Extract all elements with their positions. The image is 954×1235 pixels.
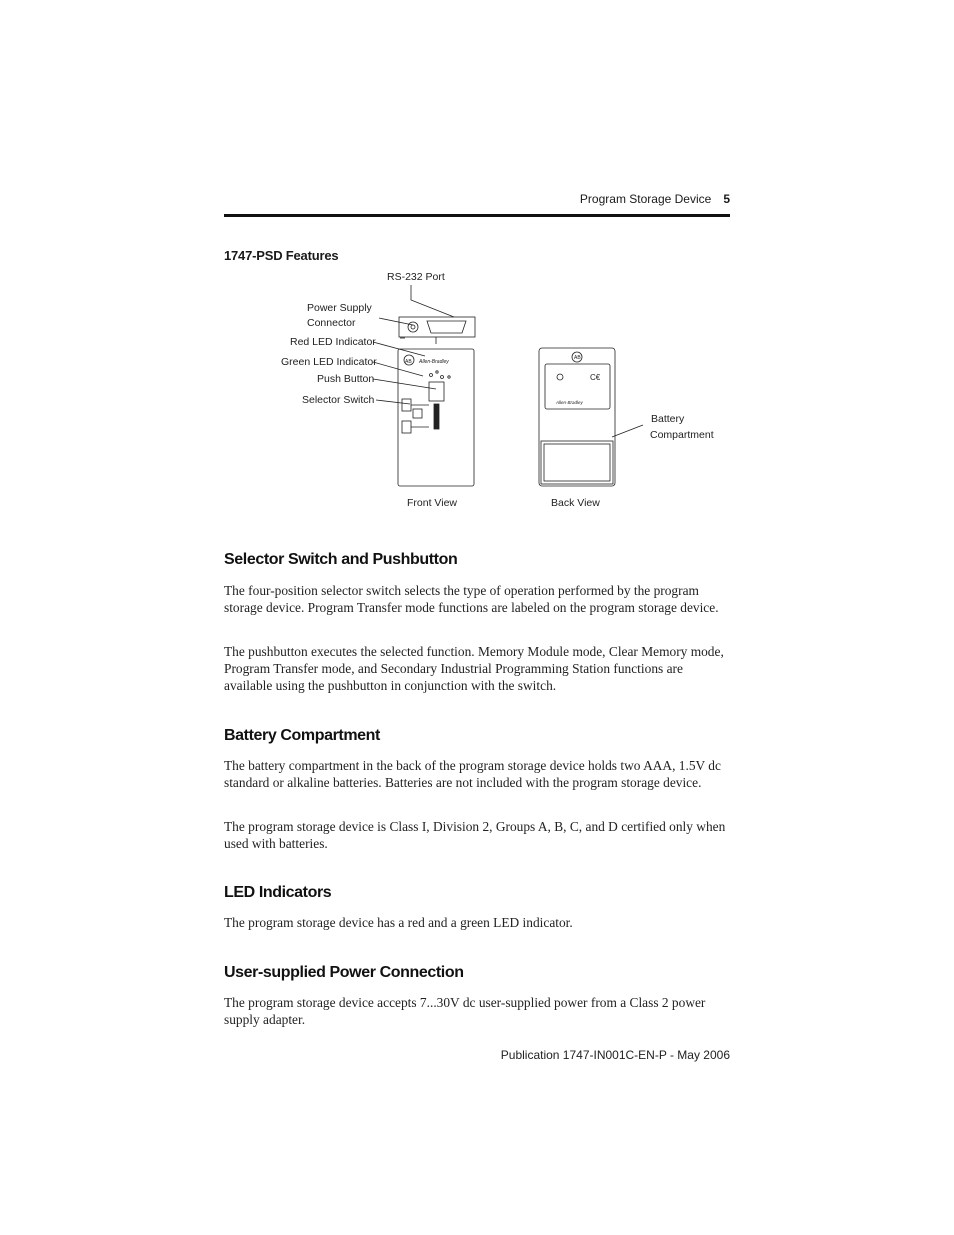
back-brand: Allen-Bradley [556,400,583,405]
callout-selector-switch: Selector Switch [302,394,375,406]
battery-compartment [541,441,613,484]
paragraph: The pushbutton executes the selected function. Memory Module mode, Clear Memory mode, Program Transfer mode, and Secondary Industrial Programming Station functions are available using the pushbutton in conjunction with the switch. [224,644,724,694]
paragraph: The battery compartment in the back of the program storage device holds two AAA, 1.5V dc standard or alkaline batteries. Batteries are not included with the program storage device. [224,758,721,791]
green-led-icon [441,376,444,379]
callout-rs232-port: RS-232 Port [387,271,445,283]
page-number: 5 [723,192,730,206]
front-brand: Allen-Bradley [419,359,449,365]
leader-push-button [373,379,436,389]
ab-logo-text: AB [405,359,412,365]
caption-back-view: Back View [551,497,600,509]
callout-power-supply-line1: Power Supply [307,302,372,314]
leader-battery [612,425,643,437]
callout-red-led: Red LED Indicator [290,336,376,348]
section-heading: User-supplied Power Connection [224,964,464,981]
section-heading: LED Indicators [224,884,332,901]
selector-switch-icon [402,399,411,411]
leader-power-supply [379,318,413,325]
running-title: Program Storage Device [579,192,712,206]
section-heading: Battery Compartment [224,727,380,744]
leader-rs232 [411,285,454,317]
paragraph: The program storage device is Class I, Division 2, Groups A, B, C, and D certified only when used with batteries. [224,819,726,852]
push-button-icon [429,382,444,401]
rs232-port-icon [427,321,466,333]
publication-footer: Publication 1747-IN001C-EN-P - May 2006 [500,1048,730,1062]
callout-power-supply-line2: Connector [307,317,356,329]
ab-logo-back-text: AB [574,355,581,361]
caption-front-view: Front View [407,497,457,509]
back-body [539,348,615,486]
paragraph: The program storage device accepts 7...30V dc user-supplied power from a Class 2 power supply adapter. [224,995,706,1028]
power-jack-icon [408,322,418,332]
red-led-icon [430,374,433,377]
paragraph: The program storage device has a red and a green LED indicator. [224,915,573,930]
callout-push-button: Push Button [317,373,375,385]
section-heading: Selector Switch and Pushbutton [224,551,458,568]
leader-selector-switch [376,400,410,404]
ce-mark-icon: C€ [590,373,601,382]
figure-title: 1747-PSD Features [224,248,339,263]
callout-battery-line2: Compartment [650,429,714,441]
paragraph: The four-position selector switch selects the type of operation performed by the program storage device. Program Transfer mode functions are labeled on the program storage device. [224,583,719,616]
callout-green-led: Green LED Indicator [281,356,377,368]
callout-battery-line1: Battery [651,413,685,425]
